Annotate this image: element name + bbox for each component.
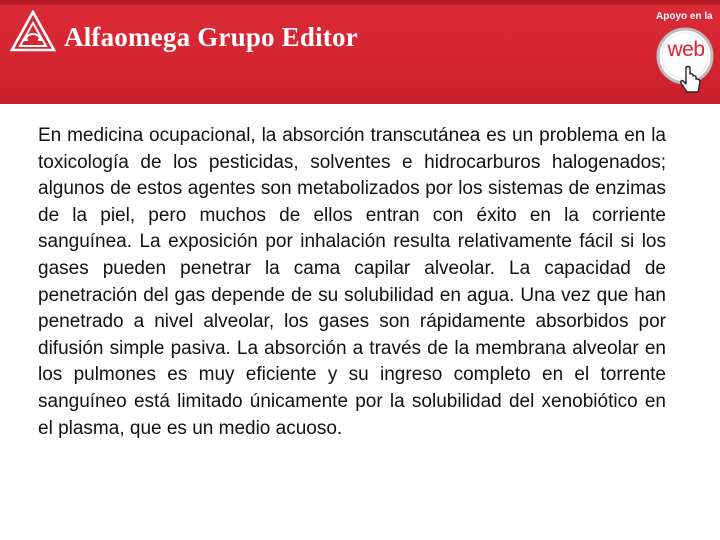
header-banner	[0, 0, 720, 104]
web-badge-circle	[652, 24, 720, 100]
support-label[interactable]: Apoyo en la	[656, 11, 713, 22]
header-top-stripe	[0, 0, 720, 5]
brand-name: Alfaomega Grupo Editor	[64, 22, 358, 52]
body-paragraph: En medicina ocupacional, la absorción transcutánea es un problema en la toxicología de los pesticidas, solventes e hidrocarburos halogenados; algunos de estos agentes son metabolizados por los sistemas de enzimas de la piel, pero muchos de ellos entran con éxito en la corriente sanguínea. La exposición por inhalación resulta relativamente fácil si los gases pueden penetrar la cama capilar alveolar. La capacidad de penetración del gas depende de su solubilidad en agua. Una vez que han penetrado a nivel alveolar, los gases son rápidamente absorbidos por difusión simple pasiva. La absorción a través de la membrana alveolar en los pulmones es muy eficiente y su ingreso completo en el torrente sanguíneo está limitado únicamente por la solubilidad del xenobiótico en el plasma, que es un medio acuoso.	[38, 125, 666, 439]
alfaomega-triangle-icon	[10, 10, 56, 52]
web-label: web	[667, 38, 705, 61]
web-support-badge[interactable]	[652, 24, 720, 100]
